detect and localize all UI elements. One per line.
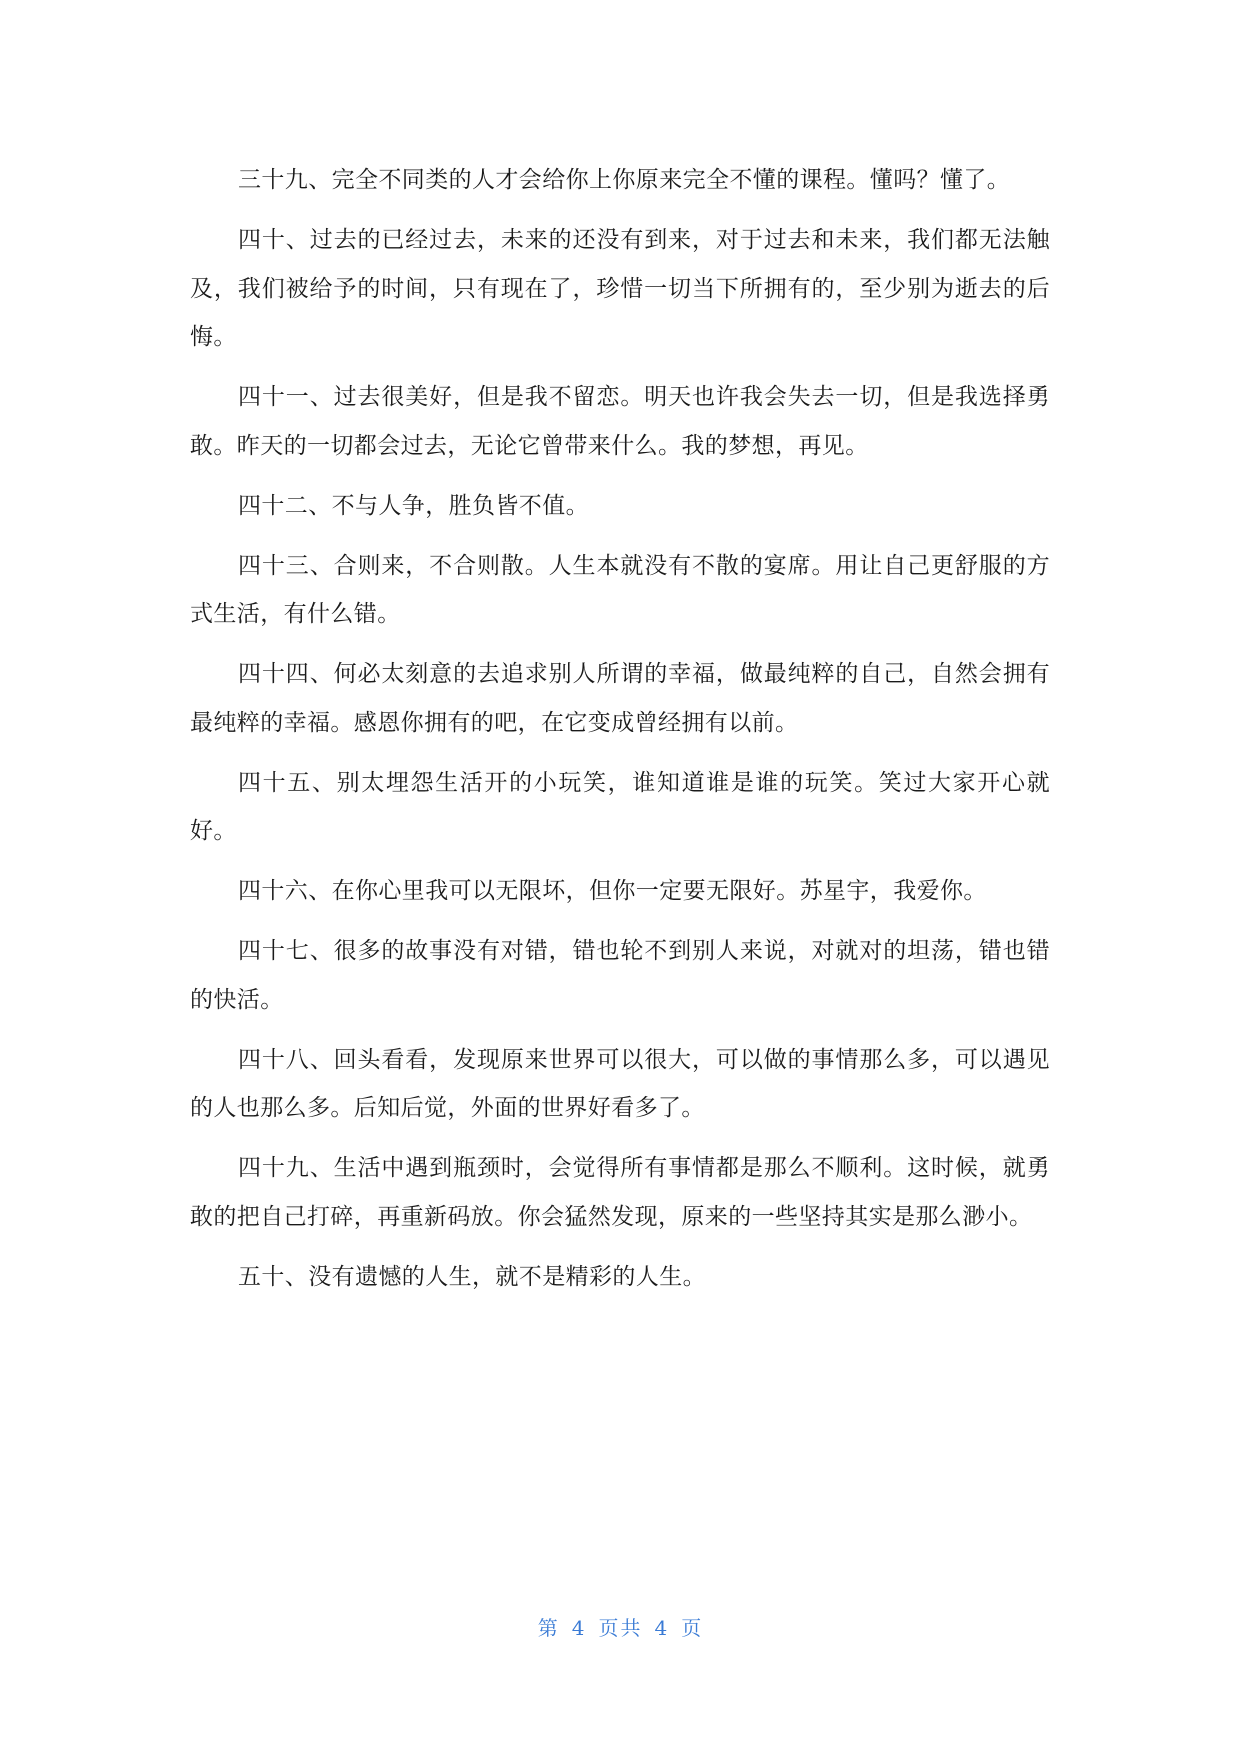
footer-total-pages: 4 xyxy=(654,1616,670,1640)
paragraph-50: 五十、没有遗憾的人生，就不是精彩的人生。 xyxy=(238,1263,706,1290)
footer-middle: 页共 xyxy=(598,1616,643,1640)
paragraph-42: 四十二、不与人争，胜负皆不值。 xyxy=(238,492,589,519)
paragraph-43: 四十三、合则来，不合则散。人生本就没有不散的宴席。用让自己更舒服的方式生活，有什么错。 xyxy=(190,552,1050,627)
paragraph-41: 四十一、过去很美好，但是我不留恋。明天也许我会失去一切，但是我选择勇敢。昨天的一切都会过去，无论它曾带来什么。我的梦想，再见。 xyxy=(190,384,1050,459)
paragraph-45: 四十五、别太埋怨生活开的小玩笑，谁知道谁是谁的玩笑。笑过大家开心就好。 xyxy=(190,769,1050,844)
page-footer xyxy=(0,1612,1241,1641)
paragraph-44: 四十四、何必太刻意的去追求别人所谓的幸福，做最纯粹的自己，自然会拥有最纯粹的幸福。感恩你拥有的吧，在它变成曾经拥有以前。 xyxy=(190,661,1050,736)
footer-suffix: 页 xyxy=(681,1616,704,1640)
footer-page-number: 4 xyxy=(571,1616,587,1640)
document-body xyxy=(190,156,1050,1313)
paragraph-40: 四十、过去的已经过去，未来的还没有到来，对于过去和未来，我们都无法触及，我们被给予的时间，只有现在了，珍惜一切当下所拥有的，至少别为逝去的后悔。 xyxy=(190,227,1050,350)
paragraph-47: 四十七、很多的故事没有对错，错也轮不到别人来说，对就对的坦荡，错也错的快活。 xyxy=(190,938,1050,1013)
paragraph-39: 三十九、完全不同类的人才会给你上你原来完全不懂的课程。懂吗？懂了。 xyxy=(238,167,1011,193)
paragraph-46: 四十六、在你心里我可以无限坏，但你一定要无限好。苏星宇，我爱你。 xyxy=(238,878,987,904)
paragraph-48: 四十八、回头看看，发现原来世界可以很大，可以做的事情那么多，可以遇见的人也那么多。后知后觉，外面的世界好看多了。 xyxy=(190,1046,1050,1121)
footer-prefix: 第 xyxy=(537,1616,560,1640)
paragraph-49: 四十九、生活中遇到瓶颈时，会觉得所有事情都是那么不顺利。这时候，就勇敢的把自己打碎，再重新码放。你会猛然发现，原来的一些坚持其实是那么渺小。 xyxy=(190,1155,1050,1230)
